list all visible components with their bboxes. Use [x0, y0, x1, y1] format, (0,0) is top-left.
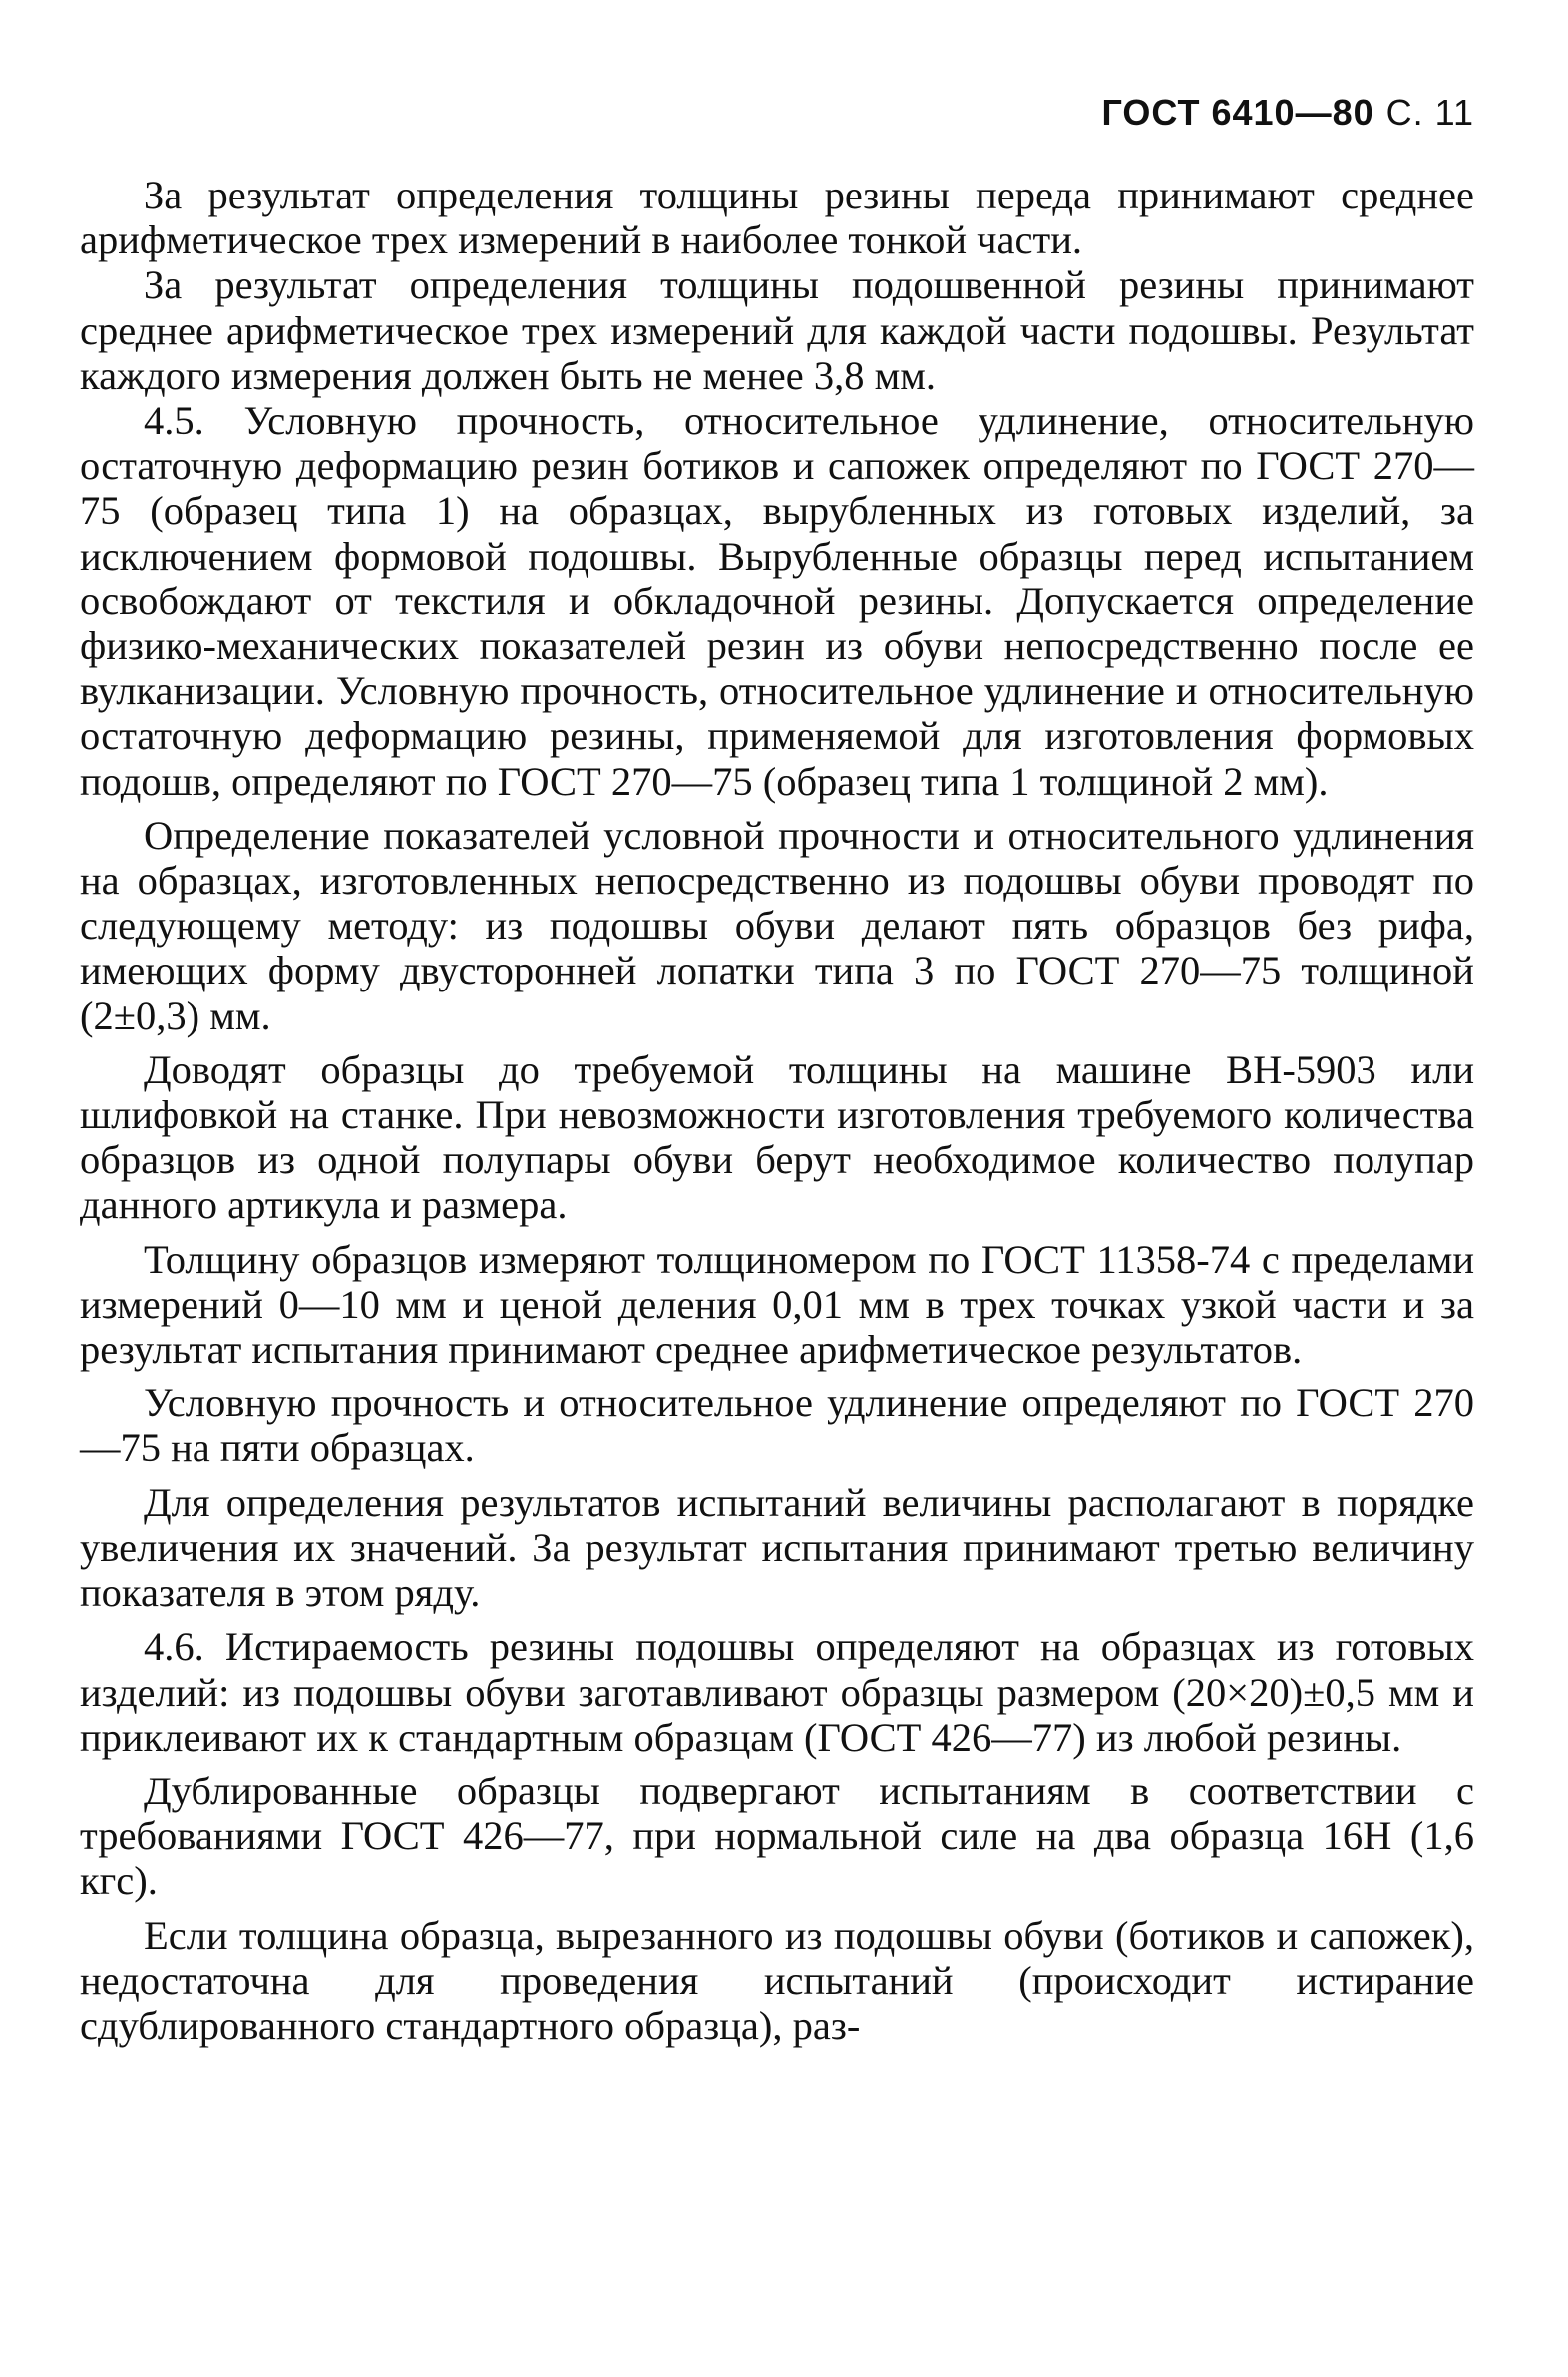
- paragraph: Если толщина образца, вырезанного из подошвы обуви (ботиков и сапожек), недостаточна для проведения испытаний (происходит истирание сдублированного стандартного образца), раз-: [80, 1912, 1474, 2048]
- paragraph: Для определения результатов испытаний величины располагают в порядке увеличения их значений. За результат испытания принимают третью величину показателя в этом ряду.: [80, 1479, 1474, 1616]
- paragraph: 4.6. Истираемость резины подошвы определяют на образцах из готовых изделий: из подошвы обуви заготавливают образцы размером (20×20)±0,5 мм и приклеивают их к стандартным образцам (ГОСТ 426—77) из любой резины.: [80, 1624, 1474, 1760]
- paragraph: За результат определения толщины резины переда принимают среднее арифметическое трех измерений в наиболее тонкой части.: [80, 173, 1474, 263]
- paragraph: За результат определения толщины подошвенной резины принимают среднее арифметическое трех измерений для каждой части подошвы. Результат каждого измерения должен быть не менее 3,8 мм.: [80, 262, 1474, 398]
- paragraph: 4.5. Условную прочность, относительное удлинение, относительную остаточную деформацию резин ботиков и сапожек определяют по ГОСТ 270—75 (образец типа 1) на образцах, вырубленных из готовых изделий, за исключением формовой подошвы. Вырубленные образцы перед испытанием освобождают от текстиля и обкладочной резины. Допускается определение физико-механических показателей резин из обуви непосредственно после ее вулканизации. Условную прочность, относительное удлинение и относительную остаточную деформацию резины, применяемой для изготовления формовых подошв, определяют по ГОСТ 270—75 (образец типа 1 толщиной 2 мм).: [80, 398, 1474, 804]
- paragraph: Определение показателей условной прочности и относительного удлинения на образцах, изготовленных непосредственно из подошвы обуви проводят по следующему методу: из подошвы обуви делают пять образцов без рифа, имеющих форму двусторонней лопатки типа 3 по ГОСТ 270—75 толщиной (2±0,3) мм.: [80, 812, 1474, 1038]
- paragraph: Толщину образцов измеряют толщиномером по ГОСТ 11358-74 с пределами измерений 0—10 мм и ценой деления 0,01 мм в трех точках узкой части и за результат испытания принимают среднее арифметическое результатов.: [80, 1236, 1474, 1373]
- paragraph: Условную прочность и относительное удлинение определяют по ГОСТ 270—75 на пяти образцах.: [80, 1381, 1474, 1471]
- page-number: С. 11: [1385, 92, 1474, 133]
- running-header: [1101, 92, 1474, 134]
- standard-number: ГОСТ 6410—80: [1101, 92, 1374, 133]
- paragraph: Доводят образцы до требуемой толщины на машине ВН-5903 или шлифовкой на станке. При невозможности изготовления требуемого количества образцов из одной полупары обуви берут необходимое количество полупар данного артикула и размера.: [80, 1046, 1474, 1228]
- paragraph: Дублированные образцы подвергают испытаниям в соответствии с требованиями ГОСТ 426—77, при нормальной силе на два образца 16Н (1,6 кгс).: [80, 1768, 1474, 1904]
- body-text: [80, 173, 1474, 2048]
